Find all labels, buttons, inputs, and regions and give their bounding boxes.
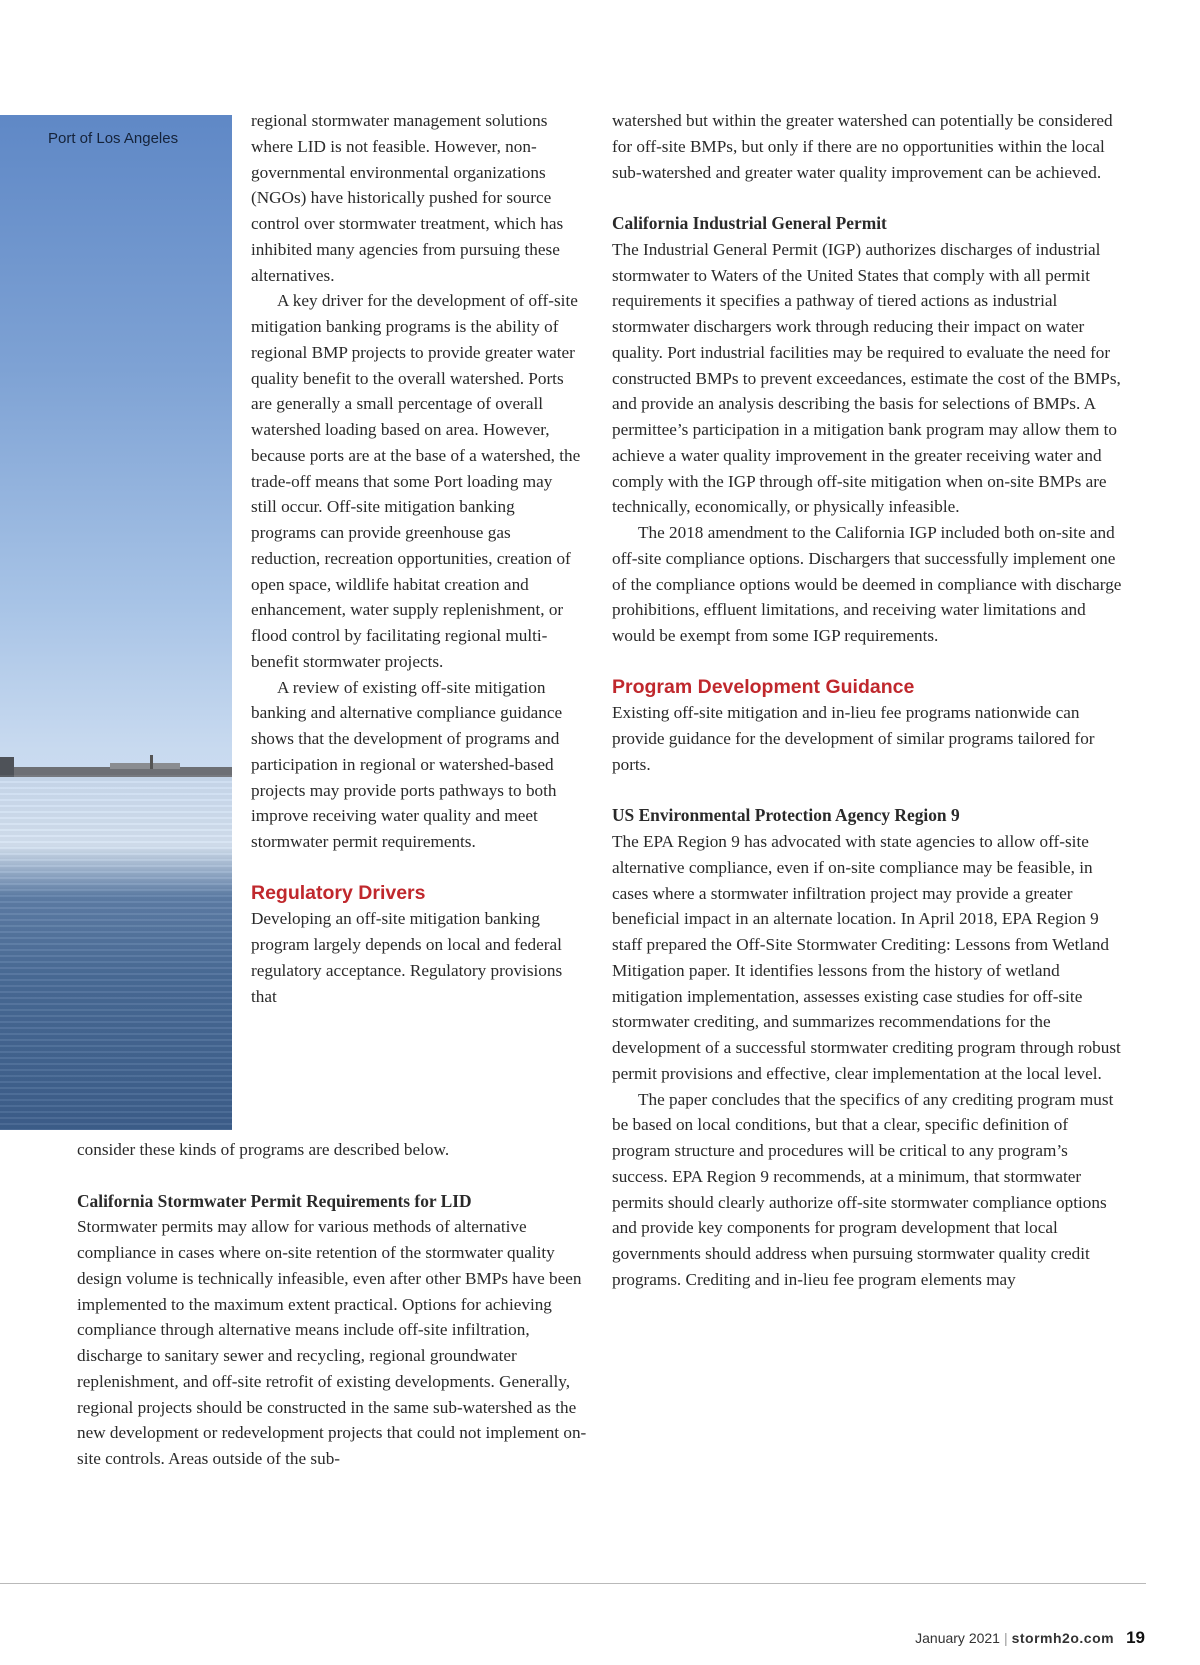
subheading-igp: California Industrial General Permit bbox=[612, 213, 887, 233]
subheading-lid: California Stormwater Permit Requirements for LID bbox=[77, 1190, 472, 1211]
water-surface bbox=[0, 775, 232, 1130]
column-right bbox=[612, 108, 1122, 1293]
paragraph: watershed but within the greater watershed can potentially be considered for off-site BMPs, but only if there are no opportunities within the local sub-watershed and greater water quality improvement can be achieved. bbox=[612, 111, 1113, 182]
page-number: 19 bbox=[1126, 1628, 1145, 1647]
paragraph: A review of existing off-site mitigation banking and alternative compliance guidance shows that the development of programs and participation in regional or watershed-based projects may provide ports pathways to both improve receiving water quality and meet stormwater permit requirements. bbox=[251, 677, 563, 851]
paragraph: regional stormwater management solutions where LID is not feasible. However, non-governmental environmental organizations (NGOs) have historically pushed for source control over stormwater treatment, which has inhibited many agencies from pursuing these alternatives. bbox=[251, 111, 564, 285]
paragraph: The paper concludes that the specifics of any crediting program must be based on local conditions, but that a clear, specific definition of program structure and procedures will be critical to any program’s success. EPA Region 9 recommends, at a minimum, that stormwater permits should clearly authorize off-site stormwater compliance options and provide key components for program development that local governments should address when pursuing stormwater quality credit programs. Crediting and in-lieu fee program elements may bbox=[612, 1089, 1114, 1289]
page-footer bbox=[915, 1628, 1145, 1648]
paragraph: consider these kinds of programs are described below. bbox=[77, 1140, 450, 1159]
footer-site-link[interactable]: stormh2o.com bbox=[1011, 1630, 1115, 1646]
paragraph: The Industrial General Permit (IGP) authorizes discharges of industrial stormwater to Waters of the United States that comply with all permit requirements it specifies a pathway of tiered actions as industrial stormwater dischargers work through reducing their impact on water quality. Port industrial facilities may be required to evaluate the need for constructed BMPs to prevent exceedances, estimate the cost of the BMPs, and provide an analysis describing the basis for selections of BMPs. A permittee’s participation in a mitigation bank program may allow them to achieve a water quality improvement in the greater receiving water and comply with the IGP through off-site mitigation when on-site BMPs are technically, economically, or physically infeasible. bbox=[612, 239, 1121, 517]
footer-separator: | bbox=[1003, 1630, 1008, 1646]
paragraph: Developing an off-site mitigation banking program largely depends on local and federal regulatory acceptance. Regulatory provisions that bbox=[251, 909, 563, 1006]
photo-caption: Port of Los Angeles bbox=[48, 130, 179, 147]
section-heading-program-guidance: Program Development Guidance bbox=[612, 675, 915, 698]
column-left bbox=[251, 108, 581, 1009]
column-left-wide bbox=[77, 1137, 587, 1472]
shoreline-graphic bbox=[0, 755, 232, 777]
paragraph: A key driver for the development of off-site mitigation banking programs is the ability of regional BMP projects to provide greater water quality benefit to the overall watershed. Ports are generally a small percentage of overall watershed loading based on area. However, because ports are at the base of a watershed, the trade-off means that some Port loading may still occur. Off-site mitigation banking programs can provide greenhouse gas reduction, recreation opportunities, creation of open space, wildlife habitat creation and enhancement, water supply replenishment, or flood control by facilitating regional multi-benefit stormwater projects. bbox=[251, 291, 581, 671]
paragraph: Existing off-site mitigation and in-lieu fee programs nationwide can provide guidance for the development of similar programs tailored for ports. bbox=[612, 703, 1095, 774]
paragraph: Stormwater permits may allow for various methods of alternative compliance in cases where on-site retention of the stormwater quality design volume is technically infeasible, even after other BMPs have been implemented to the maximum extent practical. Options for achieving compliance through alternative means include off-site infiltration, discharge to sanitary sewer and recycling, regional groundwater replenishment, and off-site retrofit of existing developments. Generally, regional projects should be constructed in the same sub-watershed as the new development or redevelopment projects that could not implement on-site controls. Areas outside of the sub- bbox=[77, 1217, 587, 1468]
paragraph: The 2018 amendment to the California IGP included both on-site and off-site compliance options. Dischargers that successfully implement one of the compliance options would be deemed in compliance with discharge prohibitions, effluent limitations, and receiving water limitations and would be exempt from some IGP requirements. bbox=[612, 523, 1122, 645]
harbor-photo bbox=[0, 115, 232, 1130]
paragraph: The EPA Region 9 has advocated with state agencies to allow off-site alternative compliance, even if on-site compliance may be feasible, in cases where a stormwater infiltration project may provide a greater beneficial impact in an alternate location. In April 2018, EPA Region 9 staff prepared the Off-Site Stormwater Crediting: Lessons from Wetland Mitigation paper. It identifies lessons from the history of wetland mitigation implementation, assesses existing case studies for off-site stormwater crediting, and summarizes recommendations for the development of a successful stormwater crediting program through robust permit provisions and effective, clear implementation at the local level. bbox=[612, 832, 1121, 1083]
subheading-epa: US Environmental Protection Agency Region 9 bbox=[612, 805, 960, 826]
footer-rule bbox=[0, 1583, 1146, 1584]
footer-date: January 2021 bbox=[915, 1630, 1000, 1646]
section-heading-regulatory-drivers: Regulatory Drivers bbox=[251, 881, 426, 904]
